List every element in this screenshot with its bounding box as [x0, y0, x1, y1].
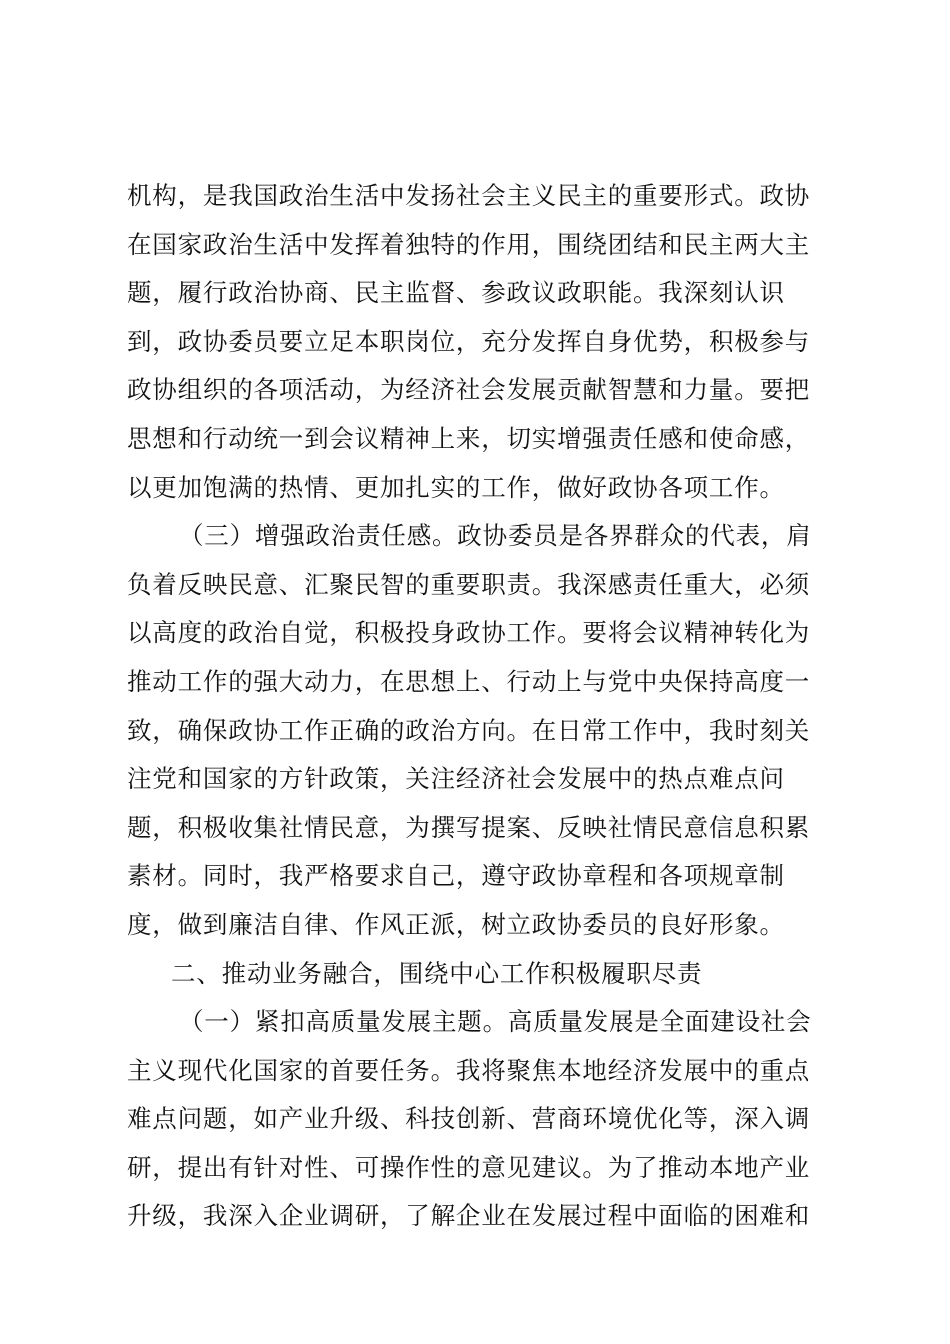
text-line: 注党和国家的方针政策，关注经济社会发展中的热点难点问 — [127, 764, 785, 794]
text-line: 主义现代化国家的首要任务。我将聚焦本地经济发展中的重点 — [127, 1055, 811, 1085]
text-line: 度，做到廉洁自律、作风正派，树立政协委员的良好形象。 — [127, 909, 785, 939]
body-text — [127, 172, 822, 1241]
text-line: 政协组织的各项活动，为经济社会发展贡献智慧和力量。要把 — [127, 375, 811, 405]
text-line: 致，确保政协工作正确的政治方向。在日常工作中，我时刻关 — [127, 715, 811, 745]
text-line: 负着反映民意、汇聚民智的重要职责。我深感责任重大，必须 — [127, 569, 811, 599]
text-line: 题，积极收集社情民意，为撰写提案、反映社情民意信息积累 — [127, 812, 811, 842]
text-line: 升级，我深入企业调研，了解企业在发展过程中面临的困难和 — [127, 1201, 811, 1231]
text-line: 以高度的政治自觉，积极投身政协工作。要将会议精神转化为 — [127, 618, 811, 648]
text-line: 素材。同时，我严格要求自己，遵守政协章程和各项规章制 — [127, 861, 785, 891]
text-line: 思想和行动统一到会议精神上来，切实增强责任感和使命感， — [127, 423, 811, 453]
text-line: 研，提出有针对性、可操作性的意见建议。为了推动本地产业 — [127, 1152, 811, 1182]
text-line: 到，政协委员要立足本职岗位，充分发挥自身优势，积极参与 — [127, 326, 811, 356]
text-line: 题，履行政治协商、民主监督、参政议政职能。我深刻认识 — [127, 278, 785, 308]
text-line: 以更加饱满的热情、更加扎实的工作，做好政协各项工作。 — [127, 472, 785, 502]
paragraph-start-line: （三）增强政治责任感。政协委员是各界群众的代表，肩 — [179, 521, 812, 551]
text-line: 在国家政治生活中发挥着独特的作用，围绕团结和民主两大主 — [127, 229, 811, 259]
text-line: 机构，是我国政治生活中发扬社会主义民主的重要形式。政协 — [127, 181, 811, 210]
text-line: 推动工作的强大动力，在思想上、行动上与党中央保持高度一 — [127, 666, 811, 696]
paragraph-start-line: （一）紧扣高质量发展主题。高质量发展是全面建设社会 — [179, 1007, 812, 1037]
section-heading: 二、推动业务融合，围绕中心工作积极履职尽责 — [171, 958, 703, 988]
text-line: 难点问题，如产业升级、科技创新、营商环境优化等，深入调 — [127, 1104, 811, 1134]
